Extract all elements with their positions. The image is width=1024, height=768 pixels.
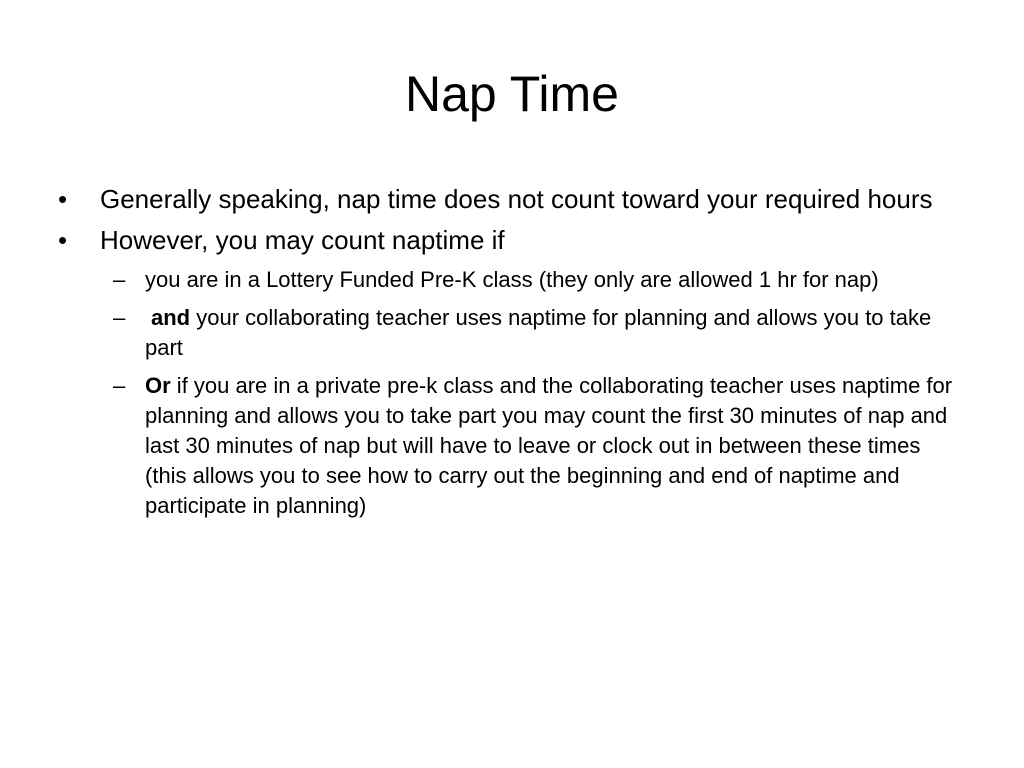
sub-bullet-item <box>56 265 965 295</box>
sub-bullet-text: you are in a Lottery Funded Pre-K class (they only are allowed 1 hr for nap) <box>145 267 879 292</box>
slide-body <box>56 183 976 529</box>
bullet-item <box>56 183 976 216</box>
dash-icon: – <box>113 305 126 330</box>
bullet-text: However, you may count naptime if <box>100 225 505 255</box>
sub-bullet-lead: Or <box>145 373 171 398</box>
bullet-icon: • <box>58 225 68 255</box>
bullet-item <box>56 224 976 257</box>
dash-icon: – <box>113 373 126 398</box>
slide-title: Nap Time <box>405 66 619 122</box>
sub-bullet-item <box>56 371 965 521</box>
sub-bullet-text: your collaborating teacher uses naptime for planning and allows you to take part <box>145 305 932 360</box>
dash-icon: – <box>113 267 126 292</box>
sub-bullet-item <box>56 303 965 363</box>
sub-bullet-lead: and <box>151 305 191 330</box>
bullet-text: Generally speaking, nap time does not count toward your required hours <box>100 184 933 214</box>
bullet-icon: • <box>58 184 68 214</box>
sub-bullet-text: if you are in a private pre-k class and the collaborating teacher uses naptime for planning and allows you to take part you may count the first 30 minutes of nap and last 30 minutes of nap but will have to leave or clock out in between these times (this allows you to see how to carry out the beginning and end of naptime and participate in planning) <box>145 373 953 518</box>
